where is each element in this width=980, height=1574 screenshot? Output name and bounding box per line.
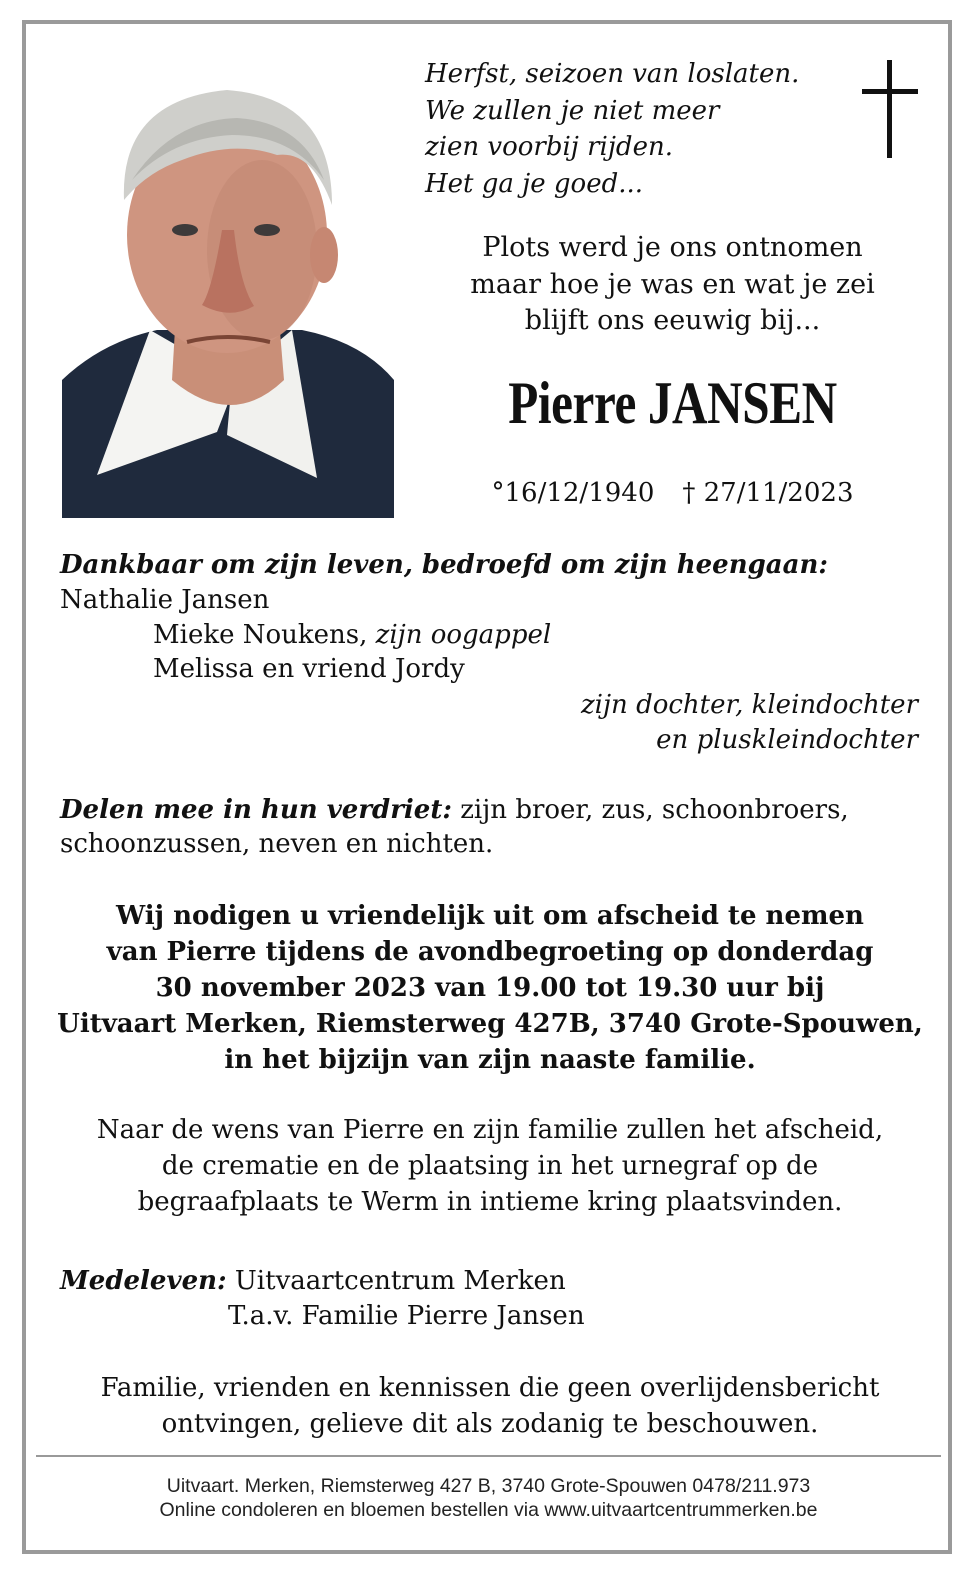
- family-relation: zijn dochter, kleindochter: [580, 690, 918, 720]
- wish-line: begraafplaats te Werm in intieme kring plaatsvinden.: [137, 1187, 843, 1217]
- wish-line: de crematie en de plaatsing in het urnegraf op de: [161, 1151, 819, 1181]
- notice-line: Familie, vrienden en kennissen die geen overlijdensbericht: [100, 1373, 880, 1403]
- invitation-line: Uitvaart Merken, Riemsterweg 427B, 3740 Grote-Spouwen,: [57, 1009, 923, 1039]
- footer-website: Online condoleren en bloemen bestellen via www.uitvaartcentrummerken.be: [159, 1499, 818, 1521]
- sharing-label: Delen mee in hun verdriet:: [60, 795, 452, 825]
- divider: [36, 1455, 941, 1457]
- birth-date: °16/12/1940: [491, 478, 655, 508]
- condolences-address: Uitvaartcentrum Merken: [234, 1266, 566, 1296]
- poem-line: blijft ons eeuwig bij...: [524, 305, 821, 336]
- condolences-label: Medeleven:: [60, 1266, 227, 1296]
- condolences: [60, 1264, 920, 1298]
- invitation-line: van Pierre tijdens de avondbegroeting op donderdag: [106, 937, 874, 967]
- invitation-line: in het bijzijn van zijn naaste familie.: [224, 1045, 756, 1075]
- family-member: Nathalie Jansen: [60, 585, 270, 615]
- death-date: † 27/11/2023: [682, 478, 854, 508]
- family-heading: Dankbaar om zijn leven, bedroefd om zijn heengaan:: [60, 550, 828, 580]
- family-member-note: zijn oogappel: [375, 620, 552, 650]
- cross-icon: [862, 60, 918, 158]
- poem-line: maar hoe je was en wat je zei: [470, 268, 875, 300]
- invitation-line: 30 november 2023 van 19.00 tot 19.30 uur bij: [155, 973, 825, 1003]
- family-member: [153, 618, 980, 652]
- family-member: Melissa en vriend Jordy: [153, 654, 465, 684]
- notice-line: ontvingen, gelieve dit als zodanig te beschouwen.: [161, 1409, 819, 1439]
- notice: [45, 1370, 935, 1442]
- poem-line: We zullen je niet meer: [425, 95, 720, 126]
- sharing-grief: [60, 793, 920, 861]
- poem-italic: [425, 56, 845, 202]
- family-relation: en pluskleindochter: [656, 725, 918, 755]
- family-wish: [45, 1112, 935, 1220]
- poem-line: zien voorbij rijden.: [425, 132, 673, 162]
- wish-line: Naar de wens van Pierre en zijn familie zullen het afscheid,: [96, 1115, 884, 1145]
- poem-line: Het ga je goed...: [425, 168, 644, 199]
- sharing-text: zijn broer, zus, schoonbroers, schoonzussen, neven en nichten.: [60, 795, 849, 859]
- footer: [36, 1474, 941, 1522]
- footer-address: Uitvaart. Merken, Riemsterweg 427 B, 3740 Grote-Spouwen 0478/211.973: [166, 1475, 811, 1497]
- life-dates: [405, 475, 940, 511]
- poem-center: [405, 230, 940, 340]
- family-member-name: Mieke Noukens,: [153, 620, 368, 650]
- invitation-line: Wij nodigen u vriendelijk uit om afscheid te nemen: [116, 901, 864, 931]
- condolences-attention: T.a.v. Familie Pierre Jansen: [228, 1301, 585, 1331]
- poem-line: Plots werd je ons ontnomen: [482, 232, 863, 263]
- poem-line: Herfst, seizoen van loslaten.: [425, 59, 800, 89]
- invitation: [45, 898, 935, 1078]
- deceased-name: Pierre JANSEN: [508, 370, 837, 436]
- portrait-photo: [62, 80, 394, 518]
